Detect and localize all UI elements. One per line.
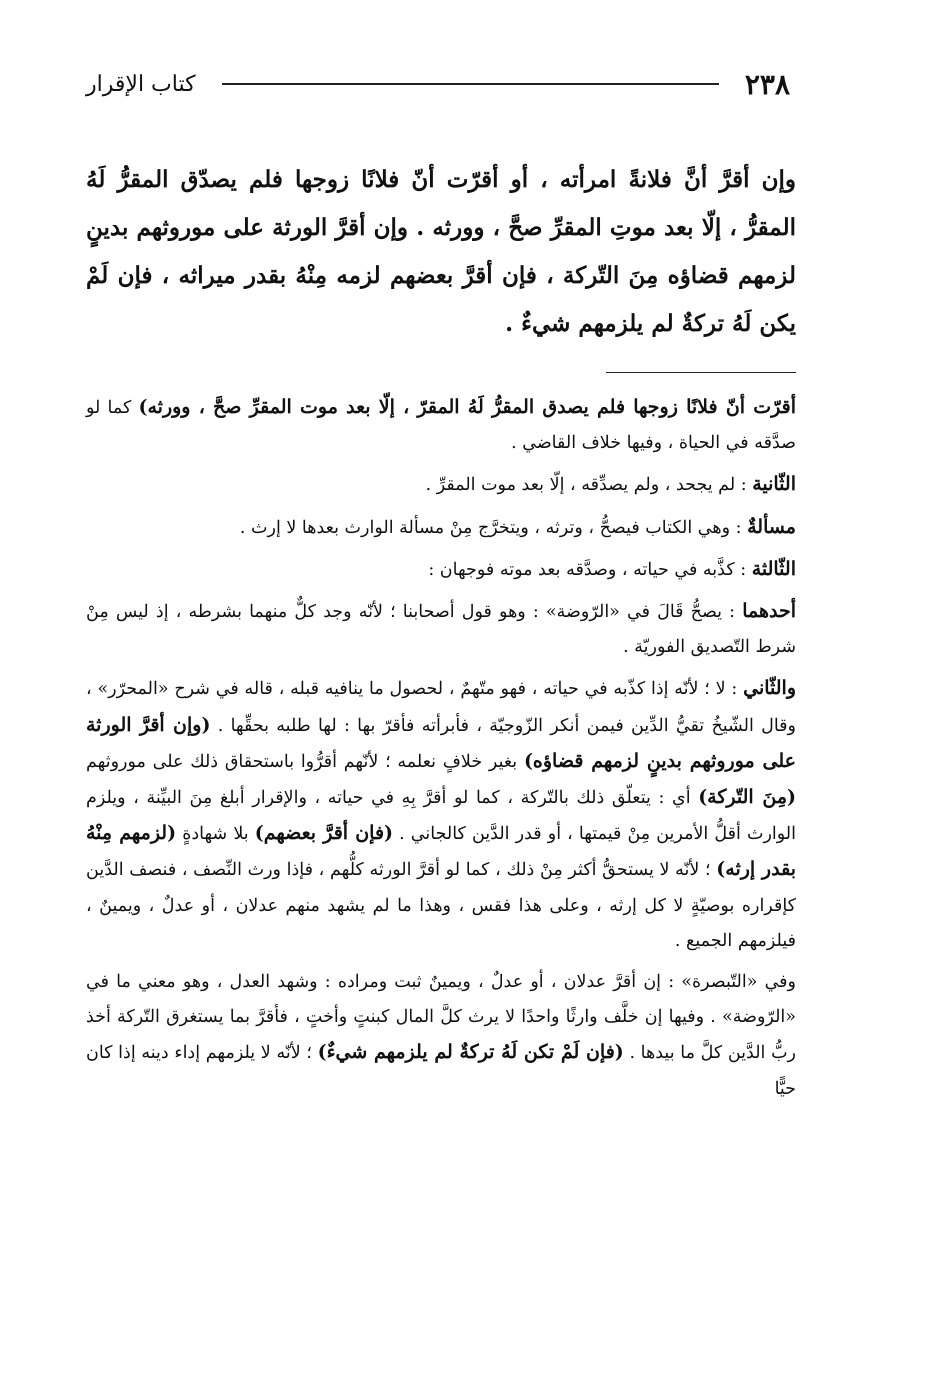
commentary-paragraph-6 bbox=[86, 671, 796, 959]
main-text-body: وإن أقرَّ أنَّ فلانةً امرأته ، أو أقرّت أنّ فلانًا زوجها فلم يصدّق المقرُّ لَهُ المقرُّ ، إلّا بعد موتِ المقرِّ صحَّ ، وورثه . وإن أقرَّ الورثة على موروثهم بدينٍ لزمهم قضاؤه مِنَ التّركة ، فإن أقرَّ بعضهم لزمه مِنْهُ بقدر ميراثه ، فإن لَمْ يكن لَهُ تركةٌ لم يلزمهم شيءٌ . bbox=[86, 166, 796, 337]
commentary-text: : يصحُّ قَالَ في «الرّوضة» : وهو قول أصحابنا ؛ لأنّه وجد كلٌّ منهما بشرطه ، إذ ليس مِنْ شرط التّصديق الفوريّة . bbox=[86, 602, 796, 658]
commentary-text: : وهي الكتاب فيصحُّ ، وترثه ، ويتخرَّج مِنْ مسألة الوارث بعدها لا إرث . bbox=[239, 517, 748, 538]
quoted-text: (فإن أقرَّ بعضهم) bbox=[254, 822, 394, 845]
commentary-paragraph-4 bbox=[86, 552, 796, 588]
commentary-paragraph-7 bbox=[86, 965, 796, 1107]
quoted-text: (وإن أقرَّ الورثة على موروثهم بدينٍ لزمهم قضاؤه) bbox=[86, 713, 796, 772]
commentary-text: بلا شهادةٍ bbox=[176, 824, 255, 845]
commentary-text: : لم يجحد ، ولم يصدِّقه ، إلّا بعد موت المقرِّ . bbox=[425, 475, 753, 496]
quoted-text: (مِنَ التّركة) bbox=[698, 786, 796, 809]
section-lead: مسألةٌ bbox=[747, 515, 796, 538]
quoted-text: (لزمهم مِنْهُ بقدر إرثه) bbox=[86, 822, 796, 881]
section-lead: والثّاني bbox=[743, 677, 796, 700]
book-title: كتاب الإقرار bbox=[86, 71, 196, 97]
commentary-paragraph-1 bbox=[86, 390, 796, 461]
header-rule bbox=[222, 83, 719, 85]
section-lead: أحدهما bbox=[742, 600, 796, 623]
commentary-text: أي : يتعلّق ذلك بالتّركة ، كما لو أقرَّ بِهِ في حياته ، والإقرار أبلغ مِنَ البيِّنة ، ويلزم الوارث أقلُّ الأمرين مِنْ قيمتها ، أو قدر الدَّين كالجاني . bbox=[86, 788, 796, 845]
page-header bbox=[86, 62, 790, 106]
commentary-text: وفي «التّبصرة» : إن أقرَّ عدلان ، أو عدلٌ ، ويمينٌ ثبت ومراده : وشهد العدل ، وهو معني ما في «الرّوضة» . وفيها إن خلَّف وارثًا واحدًا لا يرث كلَّ المال كبنتٍ وأختٍ ، فأقرَّ بما يستغرق التّركة أخذ ربُّ الدَّين كلَّ ما بيدها . bbox=[86, 972, 797, 1064]
commentary-text: بغير خلافٍ نعلمه ؛ لأنّهم أقرُّوا باستحقاق ذلك على موروثهم bbox=[86, 751, 524, 772]
section-lead: الثّالثة bbox=[751, 557, 796, 580]
commentary-paragraph-3 bbox=[86, 510, 796, 546]
page-number: ٢٣٨ bbox=[744, 67, 790, 101]
main-text bbox=[86, 156, 796, 348]
commentary-text: كما لو صدَّقه في الحياة ، وفيها خلاف القاضي . bbox=[86, 398, 796, 454]
commentary bbox=[86, 390, 796, 1107]
commentary-text: ؛ لأنّه لا يستحقُّ أكثر مِنْ ذلك ، كما لو أقرَّ الورثه كلُّهم ، فإذا ورث النِّصف ، فنصف الدَّين كإقراره بوصيّةٍ لا كل إرثه ، وعلى هذا فقس ، وهذا ما لم يشهد منهم عدلان ، أو عدلٌ ، ويمينٌ ، فيلزمهم الجميع . bbox=[86, 860, 796, 951]
commentary-text: : لا ؛ لأنّه إذا كذّبه في حياته ، فهو متّهمٌ ، لحصول ما ينافيه قبله ، قاله في شرح «المحرّر» ، وقال الشّيخُ تقيُّ الدِّين فيمن أنكر الزّوجيّة ، فأبرأته فأقرّ بها : لها طلبه بحقِّها . bbox=[86, 679, 796, 736]
commentary-paragraph-5 bbox=[86, 594, 796, 665]
section-lead: الثّانية bbox=[752, 473, 796, 496]
commentary-text: ؛ لأنّه لا يلزمهم إداء دينه إذا كان حيًّا bbox=[86, 1043, 796, 1099]
quoted-text: أقرّت أنّ فلانًا زوجها فلم يصدق المقرُّ لَهُ المقرّ ، إلّا بعد موت المقرِّ صحَّ ، وورثه) bbox=[138, 396, 796, 418]
commentary-paragraph-2 bbox=[86, 467, 796, 503]
quoted-text: (فإن لَمْ تكن لَهُ تركةٌ لم يلزمهم شيءٌ) bbox=[317, 1041, 624, 1064]
footnote-separator bbox=[606, 372, 796, 373]
commentary-text: : كذَّبه في حياته ، وصدَّقه بعد موته فوجهان : bbox=[428, 559, 752, 580]
